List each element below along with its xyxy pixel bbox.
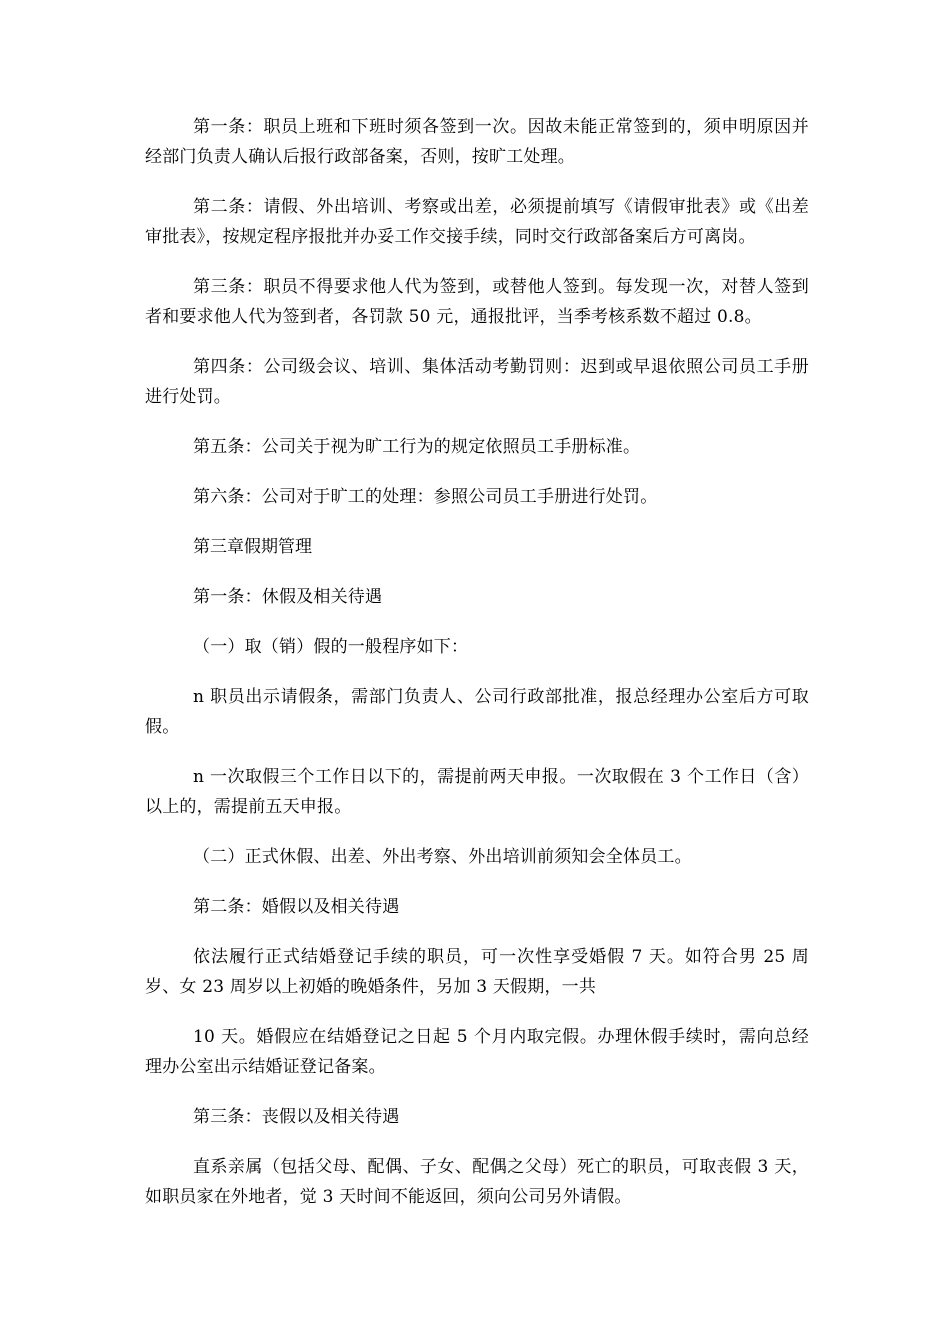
marriage-leave-text-1: 依法履行正式结婚登记手续的职员，可一次性享受婚假 7 天。如符合男 25 周岁、女 23 周岁以上初婚的晚婚条件，另加 3 天假期，一共	[145, 947, 809, 997]
article-6-absenteeism-handling: 第六条：公司对于旷工的处理：参照公司员工手册进行处罚。	[193, 487, 658, 507]
article-1-attendance-signin: 第一条：职员上班和下班时须各签到一次。因故未能正常签到的，须申明原因并经部门负责人确认后报行政部备案，否则，按旷工处理。	[145, 117, 809, 167]
leave-procedure-item-2: n 一次取假三个工作日以下的，需提前两天申报。一次取假在 3 个工作日（含）以上的，需提前五天申报。	[145, 767, 809, 817]
leave-notice: （二）正式休假、出差、外出考察、外出培训前须知会全体员工。	[193, 847, 692, 867]
bereavement-leave-title: 第三条：丧假以及相关待遇	[193, 1107, 400, 1127]
article-2-leave-approval: 第二条：请假、外出培训、考察或出差，必须提前填写《请假审批表》或《出差审批表》，按规定程序报批并办妥工作交接手续，同时交行政部备案后方可离岗。	[145, 197, 809, 247]
chapter-3-heading: 第三章假期管理	[193, 537, 312, 557]
article-3-proxy-signin: 第三条：职员不得要求他人代为签到，或替他人签到。每发现一次，对替人签到者和要求他人代为签到者，各罚款 50 元，通报批评，当季考核系数不超过 0.8。	[145, 277, 809, 327]
leave-procedure-title: （一）取（销）假的一般程序如下：	[193, 637, 469, 657]
article-5-absenteeism-definition: 第五条：公司关于视为旷工行为的规定依照员工手册标准。	[193, 437, 641, 457]
document-body	[145, 112, 809, 1232]
article-4-meeting-penalties: 第四条：公司级会议、培训、集体活动考勤罚则：迟到或早退依照公司员工手册进行处罚。	[145, 357, 809, 407]
leave-procedure-item-1: n 职员出示请假条，需部门负责人、公司行政部批准，报总经理办公室后方可取假。	[145, 687, 809, 737]
leave-article-1-title: 第一条：休假及相关待遇	[193, 587, 383, 607]
marriage-leave-text-2: 10 天。婚假应在结婚登记之日起 5 个月内取完假。办理休假手续时，需向总经理办公室出示结婚证登记备案。	[145, 1027, 809, 1077]
bereavement-leave-text: 直系亲属（包括父母、配偶、子女、配偶之父母）死亡的职员，可取丧假 3 天，如职员家在外地者，觉 3 天时间不能返回，须向公司另外请假。	[145, 1157, 809, 1207]
marriage-leave-title: 第二条：婚假以及相关待遇	[193, 897, 400, 917]
